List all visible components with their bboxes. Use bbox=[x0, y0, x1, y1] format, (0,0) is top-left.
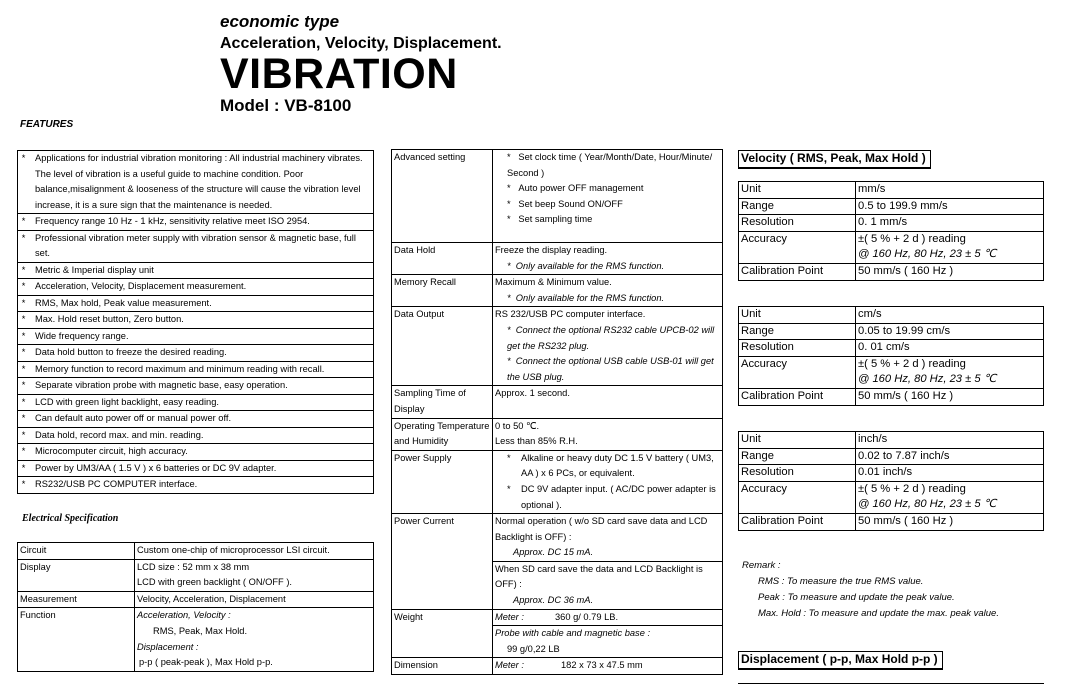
velocity-row-unit bbox=[739, 307, 1044, 324]
bullet-icon: * bbox=[507, 214, 511, 225]
spec-key: Operating Temperature and Humidity bbox=[392, 418, 493, 450]
feature-text: Professional vibration meter supply with vibration sensor & magnetic base, full set. bbox=[29, 230, 374, 262]
velocity-key: Range bbox=[739, 448, 856, 465]
dimension-meter-value: 182 x 73 x 47.5 mm bbox=[561, 660, 643, 671]
model-number: Model : VB-8100 bbox=[220, 96, 352, 115]
spec-key: Weight bbox=[392, 609, 493, 658]
power-supply-item: Alkaline or heavy duty DC 1.5 V battery ( UM3, AA ) x 6 PCs, or equivalent. bbox=[521, 452, 714, 479]
spec-value: Velocity, Acceleration, Displacement bbox=[135, 591, 374, 608]
spec-value bbox=[493, 275, 723, 307]
feature-row bbox=[18, 279, 374, 296]
feature-text: Acceleration, Velocity, Displacement measurement. bbox=[29, 279, 374, 296]
velocity-row-range bbox=[739, 198, 1044, 215]
spec-row-power-current bbox=[392, 514, 723, 610]
feature-row bbox=[18, 312, 374, 329]
feature-row bbox=[18, 328, 374, 345]
bullet-icon: * bbox=[18, 361, 30, 378]
spec-line bbox=[495, 181, 720, 197]
velocity-value: 0.01 inch/s bbox=[856, 465, 1044, 482]
spec-row-data-output bbox=[392, 307, 723, 386]
spec-line: LCD with green backlight ( ON/OFF ). bbox=[137, 577, 292, 588]
velocity-value: 50 mm/s ( 160 Hz ) bbox=[856, 513, 1044, 530]
electrical-spec-table bbox=[17, 542, 374, 672]
spec-line bbox=[495, 212, 720, 228]
feature-text: RS232/USB PC COMPUTER interface. bbox=[29, 477, 374, 494]
power-supply-item: DC 9V adapter input. ( AC/DC power adapter is optional ). bbox=[521, 483, 716, 510]
velocity-key: Unit bbox=[739, 432, 856, 449]
feature-row bbox=[18, 345, 374, 362]
spec-value bbox=[493, 658, 723, 675]
feature-text: Microcomputer circuit, high accuracy. bbox=[29, 444, 374, 461]
velocity-key: Range bbox=[739, 198, 856, 215]
spec-row-advanced bbox=[392, 150, 723, 243]
feature-row bbox=[18, 460, 374, 477]
velocity-key: Calibration Point bbox=[739, 388, 856, 405]
feature-text: Metric & Imperial display unit bbox=[29, 262, 374, 279]
spec-key: Power Supply bbox=[392, 450, 493, 513]
spec-key: Memory Recall bbox=[392, 275, 493, 307]
spec-line: Approx. DC 15 mA. bbox=[513, 547, 594, 558]
spec-line: Maximum & Minimum value. bbox=[495, 277, 612, 288]
product-title: VIBRATION bbox=[220, 50, 458, 98]
spec-line: Normal operation ( w/o SD card save data and LCD Backlight is OFF) : bbox=[495, 516, 708, 542]
velocity-value: 0.05 to 19.99 cm/s bbox=[856, 323, 1044, 340]
feature-row bbox=[18, 378, 374, 395]
velocity-value: 0.5 to 199.9 mm/s bbox=[856, 198, 1044, 215]
velocity-value bbox=[856, 481, 1044, 513]
bullet-icon: * bbox=[18, 460, 30, 477]
spec-line: Displacement : bbox=[137, 641, 199, 652]
advanced-item: Set sampling time bbox=[518, 214, 593, 225]
bullet-icon: * bbox=[18, 295, 30, 312]
economic-type-label: economic type bbox=[220, 12, 340, 31]
bullet-icon: * bbox=[18, 394, 30, 411]
advanced-item: Set clock time ( Year/Month/Date, Hour/Minute/ Second ) bbox=[507, 152, 713, 178]
remark-rms: RMS : To measure the true RMS value. bbox=[758, 576, 924, 587]
spec-line: LCD size : 52 mm x 38 mm bbox=[137, 561, 250, 572]
velocity-value: 50 mm/s ( 160 Hz ) bbox=[856, 263, 1044, 280]
spec-row-weight bbox=[392, 609, 723, 658]
spec-line: 0 to 50 ℃. bbox=[495, 420, 540, 431]
spec-line: * Only available for the RMS function. bbox=[507, 292, 665, 303]
velocity-row-unit bbox=[739, 182, 1044, 199]
spec-row-data-hold bbox=[392, 243, 723, 275]
feature-row bbox=[18, 214, 374, 231]
spec-line bbox=[495, 482, 720, 513]
spec-line bbox=[495, 197, 720, 213]
velocity-key: Resolution bbox=[739, 340, 856, 357]
velocity-key: Unit bbox=[739, 307, 856, 324]
feature-text: Power by UM3/AA ( 1.5 V ) x 6 batteries or DC 9V adapter. bbox=[29, 460, 374, 477]
spec-line: * Connect the optional USB cable USB-01 will get the USB plug. bbox=[507, 356, 714, 382]
bullet-icon: * bbox=[18, 378, 30, 395]
bullet-icon: * bbox=[18, 262, 30, 279]
product-subtitle: Acceleration, Velocity, Displacement. bbox=[220, 35, 502, 52]
spec-line: Probe with cable and magnetic base : bbox=[493, 625, 722, 642]
feature-text: Can default auto power off or manual power off. bbox=[29, 411, 374, 428]
spec-row-measurement bbox=[18, 591, 374, 608]
velocity-key: Calibration Point bbox=[739, 513, 856, 530]
spec-key: Circuit bbox=[18, 543, 135, 560]
spec-value bbox=[493, 450, 723, 513]
spec-value: Custom one-chip of microprocessor LSI circuit. bbox=[135, 543, 374, 560]
bullet-icon: * bbox=[507, 152, 511, 162]
feature-text: Frequency range 10 Hz - 1 kHz, sensitivity relative meet ISO 2954. bbox=[29, 214, 374, 231]
spec-key: Advanced setting bbox=[392, 150, 493, 243]
feature-text: LCD with green light backlight, easy reading. bbox=[29, 394, 374, 411]
spec-key: Function bbox=[18, 608, 135, 671]
bullet-icon: * bbox=[507, 452, 511, 463]
feature-row bbox=[18, 427, 374, 444]
feature-row bbox=[18, 361, 374, 378]
spec-key: Measurement bbox=[18, 591, 135, 608]
spec-key: Sampling Time of Display bbox=[392, 386, 493, 418]
spec-row-function bbox=[18, 608, 374, 671]
bullet-icon: * bbox=[18, 477, 30, 494]
velocity-row-calibration bbox=[739, 513, 1044, 530]
spec-row-memory bbox=[392, 275, 723, 307]
velocity-value: cm/s bbox=[856, 307, 1044, 324]
velocity-row-accuracy bbox=[739, 481, 1044, 513]
velocity-key: Range bbox=[739, 323, 856, 340]
displacement-table-top-border bbox=[738, 683, 1044, 684]
feature-text: RMS, Max hold, Peak value measurement. bbox=[29, 295, 374, 312]
feature-row bbox=[18, 262, 374, 279]
feature-text: Separate vibration probe with magnetic base, easy operation. bbox=[29, 378, 374, 395]
spec-line: 99 g/0,22 LB bbox=[507, 643, 560, 654]
velocity-value: 0.02 to 7.87 inch/s bbox=[856, 448, 1044, 465]
feature-row bbox=[18, 477, 374, 494]
velocity-row-unit bbox=[739, 432, 1044, 449]
feature-row bbox=[18, 394, 374, 411]
velocity-table-inch bbox=[738, 431, 1044, 531]
spec-line: Acceleration, Velocity : bbox=[137, 610, 231, 621]
general-spec-table bbox=[391, 149, 723, 675]
spec-line bbox=[495, 610, 720, 626]
advanced-item: Auto power OFF management bbox=[518, 183, 644, 194]
velocity-value bbox=[856, 231, 1044, 263]
bullet-icon: * bbox=[18, 427, 30, 444]
spec-line: * Connect the optional RS232 cable UPCB-02 will get the RS232 plug. bbox=[507, 324, 715, 351]
accuracy-condition: @ 160 Hz, 80 Hz, 23 ± 5 ℃ bbox=[858, 248, 997, 261]
feature-text: Applications for industrial vibration monitoring : All industrial machinery vibrates. The level of vibration is a useful guide to machine condition. Poor balance,misalignment & looseness of the structure will cause the vibration level increase, it is a sure sign that the maintenance is needed. bbox=[29, 151, 374, 214]
velocity-value: 0. 1 mm/s bbox=[856, 215, 1044, 232]
weight-meter-value: 360 g/ 0.79 LB. bbox=[555, 611, 619, 622]
spec-value bbox=[493, 514, 723, 610]
bullet-icon: * bbox=[18, 151, 30, 214]
velocity-row-resolution bbox=[739, 465, 1044, 482]
velocity-heading: Velocity ( RMS, Peak, Max Hold ) bbox=[738, 150, 931, 169]
accuracy-condition: @ 160 Hz, 80 Hz, 23 ± 5 ℃ bbox=[858, 498, 997, 511]
feature-row bbox=[18, 444, 374, 461]
bullet-icon: * bbox=[18, 312, 30, 329]
spec-value: Approx. 1 second. bbox=[493, 386, 723, 418]
spec-value bbox=[493, 243, 723, 275]
features-table bbox=[17, 150, 374, 494]
spec-value bbox=[135, 608, 374, 671]
velocity-value: mm/s bbox=[856, 182, 1044, 199]
accuracy-line: ±( 5 % + 2 d ) reading bbox=[858, 232, 966, 245]
spec-row-dimension bbox=[392, 658, 723, 675]
spec-key: Data Output bbox=[392, 307, 493, 386]
feature-row bbox=[18, 295, 374, 312]
velocity-value bbox=[856, 356, 1044, 388]
spec-note: Only available for the RMS function. bbox=[515, 260, 665, 271]
velocity-key: Accuracy bbox=[739, 356, 856, 388]
velocity-value: 0. 01 cm/s bbox=[856, 340, 1044, 357]
dimension-meter-label: Meter : bbox=[495, 660, 524, 671]
velocity-value: 50 mm/s ( 160 Hz ) bbox=[856, 388, 1044, 405]
spec-row-display bbox=[18, 559, 374, 591]
spec-note: Only available for the RMS function. bbox=[515, 292, 665, 303]
spec-line: * Only available for the RMS function. bbox=[507, 260, 665, 271]
feature-row bbox=[18, 411, 374, 428]
bullet-icon: * bbox=[18, 214, 30, 231]
velocity-key: Accuracy bbox=[739, 231, 856, 263]
spec-line: Approx. DC 36 mA. bbox=[513, 595, 594, 606]
spec-key: Display bbox=[18, 559, 135, 591]
bullet-icon: * bbox=[18, 411, 30, 428]
remark-max-hold: Max. Hold : To measure and update the max. peak value. bbox=[758, 608, 999, 619]
spec-line: RS 232/USB PC computer interface. bbox=[495, 309, 646, 320]
bullet-icon: * bbox=[18, 230, 30, 262]
spec-line: RMS, Peak, Max Hold. bbox=[153, 625, 248, 636]
accuracy-line: ±( 5 % + 2 d ) reading bbox=[858, 357, 966, 370]
bullet-icon: * bbox=[18, 279, 30, 296]
accuracy-condition: @ 160 Hz, 80 Hz, 23 ± 5 ℃ bbox=[858, 373, 997, 386]
remark-title: Remark : bbox=[742, 560, 781, 571]
feature-text: Wide frequency range. bbox=[29, 328, 374, 345]
spec-value bbox=[493, 609, 723, 658]
spec-key: Dimension bbox=[392, 658, 493, 675]
feature-text: Max. Hold reset button, Zero button. bbox=[29, 312, 374, 329]
spec-value bbox=[493, 307, 723, 386]
velocity-row-accuracy bbox=[739, 356, 1044, 388]
velocity-key: Accuracy bbox=[739, 481, 856, 513]
spec-line bbox=[495, 150, 720, 181]
advanced-item: Set beep Sound ON/OFF bbox=[518, 198, 623, 209]
velocity-row-calibration bbox=[739, 388, 1044, 405]
spec-line: Less than 85% R.H. bbox=[495, 436, 578, 447]
spec-line: Freeze the display reading. bbox=[495, 245, 608, 255]
electrical-spec-heading: Electrical Specification bbox=[22, 513, 119, 524]
displacement-heading: Displacement ( p-p, Max Hold p-p ) bbox=[738, 651, 943, 670]
velocity-row-calibration bbox=[739, 263, 1044, 280]
spec-row-operating bbox=[392, 418, 723, 450]
spec-row-circuit bbox=[18, 543, 374, 560]
spec-key: Power Current bbox=[392, 514, 493, 610]
spec-line bbox=[495, 451, 720, 482]
remark-block bbox=[742, 558, 999, 622]
bullet-icon: * bbox=[507, 198, 511, 209]
spec-row-sampling bbox=[392, 386, 723, 418]
velocity-key: Unit bbox=[739, 182, 856, 199]
spec-note: Connect the optional RS232 cable UPCB-02 will get the RS232 plug. bbox=[507, 324, 715, 351]
spec-note: Connect the optional USB cable USB-01 will get the USB plug. bbox=[507, 356, 714, 382]
feature-row bbox=[18, 151, 374, 214]
velocity-key: Resolution bbox=[739, 465, 856, 482]
spec-line: When SD card save the data and LCD Backlight is OFF) : bbox=[493, 561, 722, 593]
feature-text: Memory function to record maximum and minimum reading with recall. bbox=[29, 361, 374, 378]
velocity-table-cm bbox=[738, 306, 1044, 406]
velocity-row-range bbox=[739, 323, 1044, 340]
velocity-row-range bbox=[739, 448, 1044, 465]
spec-value bbox=[493, 150, 723, 243]
bullet-icon: * bbox=[507, 483, 511, 494]
spec-value bbox=[135, 559, 374, 591]
weight-meter-label: Meter : bbox=[495, 611, 524, 622]
accuracy-line: ±( 5 % + 2 d ) reading bbox=[858, 482, 966, 495]
velocity-value: inch/s bbox=[856, 432, 1044, 449]
velocity-row-resolution bbox=[739, 340, 1044, 357]
spec-line: p-p ( peak-peak ), Max Hold p-p. bbox=[139, 657, 273, 668]
spec-row-power-supply bbox=[392, 450, 723, 513]
feature-text: Data hold, record max. and min. reading. bbox=[29, 427, 374, 444]
features-heading: FEATURES bbox=[20, 119, 74, 130]
remark-peak: Peak : To measure and update the peak value. bbox=[758, 592, 955, 603]
bullet-icon: * bbox=[507, 183, 511, 194]
spec-line bbox=[495, 658, 720, 674]
velocity-table-mm bbox=[738, 181, 1044, 281]
bullet-icon: * bbox=[18, 345, 30, 362]
velocity-key: Resolution bbox=[739, 215, 856, 232]
velocity-key: Calibration Point bbox=[739, 263, 856, 280]
spec-key: Data Hold bbox=[392, 243, 493, 275]
spec-value bbox=[493, 418, 723, 450]
feature-row bbox=[18, 230, 374, 262]
velocity-row-resolution bbox=[739, 215, 1044, 232]
bullet-icon: * bbox=[18, 444, 30, 461]
bullet-icon: * bbox=[18, 328, 30, 345]
feature-text: Data hold button to freeze the desired reading. bbox=[29, 345, 374, 362]
velocity-row-accuracy bbox=[739, 231, 1044, 263]
